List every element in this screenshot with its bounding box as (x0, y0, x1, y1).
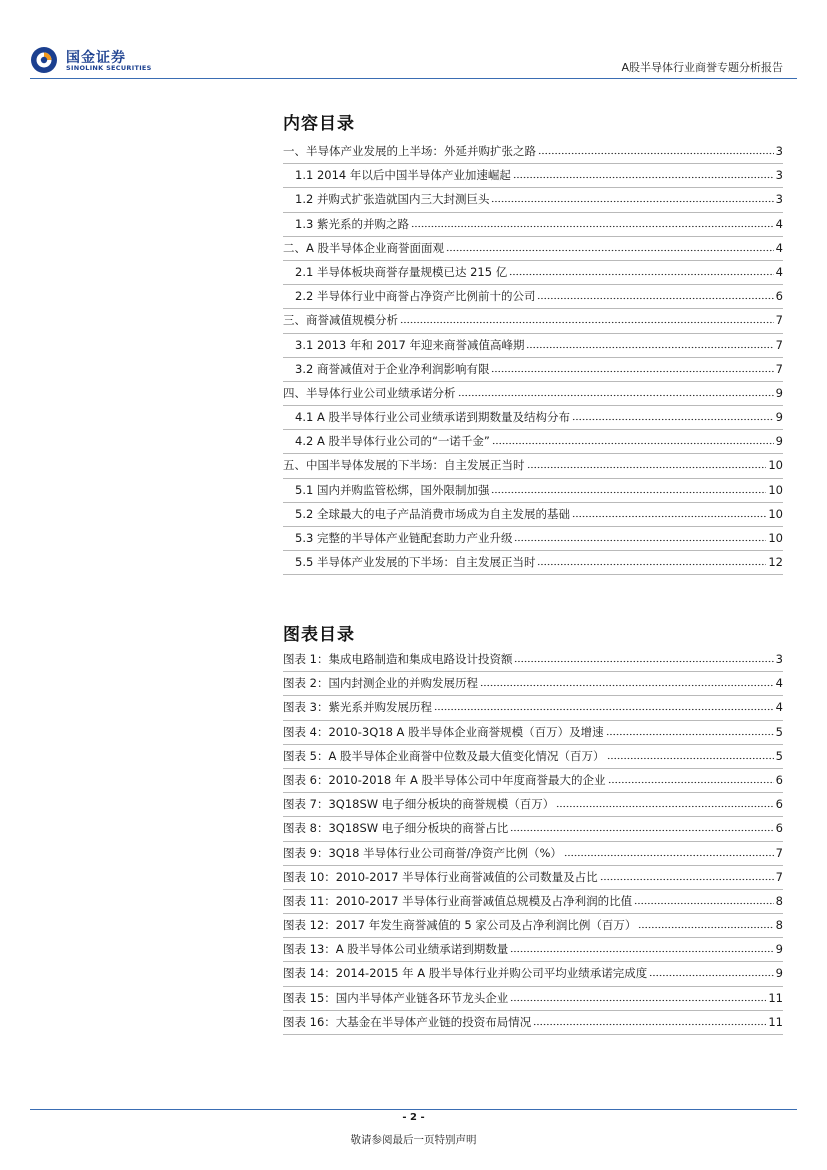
figure-entry[interactable] (283, 890, 783, 914)
dot-leader (564, 848, 774, 857)
figure-entry-title: 图表 1：集成电路制造和集成电路设计投资额 (283, 652, 513, 666)
toc-entry-page: 9 (775, 410, 783, 425)
figure-entry-page: 5 (775, 724, 783, 739)
toc-entry-title: 1.3 紫光系的并购之路 (295, 216, 409, 231)
toc-entry-title: 5.2 全球最大的电子产品消费市场成为自主发展的基础 (295, 506, 570, 521)
figure-entry-title: 图表 8：3Q18SW 电子细分板块的商誉占比 (283, 821, 509, 836)
dot-leader (538, 146, 774, 155)
dot-leader (491, 364, 773, 373)
toc-entry-page: 3 (775, 192, 783, 207)
figure-entry-page: 3 (775, 652, 783, 666)
toc-entry-title: 5.1 国内并购监管松绑，国外限制加强 (295, 482, 490, 497)
toc-entry-page: 4 (775, 216, 783, 231)
dot-leader (600, 872, 774, 881)
toc-entry[interactable] (283, 309, 783, 333)
dot-leader (537, 557, 766, 566)
toc-entry[interactable] (283, 237, 783, 261)
dot-leader (510, 993, 766, 1002)
toc-entry-title: 三、商誉减值规模分析 (283, 313, 398, 328)
toc-entry[interactable] (283, 261, 783, 285)
toc-entry[interactable] (283, 430, 783, 454)
company-logo (30, 46, 155, 76)
toc-entry-title: 1.2 并购式扩张造就国内三大封测巨头 (295, 192, 490, 207)
dot-leader (533, 1017, 766, 1026)
toc-entry-title: 2.1 半导体板块商誉存量规模已达 215 亿 (295, 264, 508, 279)
figure-entry-page: 5 (775, 748, 783, 763)
contents-list (283, 140, 783, 575)
header-divider (30, 78, 797, 79)
figure-entry-page: 9 (775, 942, 783, 957)
figure-entry-title: 图表 2：国内封测企业的并购发展历程 (283, 676, 478, 691)
figure-entry[interactable] (283, 1011, 783, 1035)
toc-entry-page: 9 (775, 434, 783, 449)
figures-list (283, 648, 783, 1035)
dot-leader (526, 340, 773, 349)
toc-entry[interactable] (283, 527, 783, 551)
toc-entry-page: 10 (768, 506, 783, 521)
toc-entry-title: 五、中国半导体发展的下半场：自主发展正当时 (283, 458, 525, 473)
dot-leader (491, 194, 773, 203)
toc-entry[interactable] (283, 285, 783, 309)
dot-leader (434, 702, 774, 711)
dot-leader (537, 291, 773, 300)
dot-leader (491, 485, 766, 494)
figure-entry-page: 11 (768, 1014, 783, 1029)
figure-entry[interactable] (283, 962, 783, 986)
toc-entry-title: 4.1 A 股半导体行业公司业绩承诺到期数量及结构分布 (295, 410, 570, 425)
logo-chinese-name: 国金证券 (66, 50, 126, 66)
dot-leader (572, 412, 774, 421)
toc-entry-page: 7 (775, 313, 783, 328)
figure-entry[interactable] (283, 769, 783, 793)
page-header (0, 0, 827, 82)
figure-entry[interactable] (283, 914, 783, 938)
toc-entry-page: 4 (775, 264, 783, 279)
figure-entry[interactable] (283, 745, 783, 769)
sinolink-logo-icon (30, 46, 58, 74)
figure-entry[interactable] (283, 842, 783, 866)
dot-leader (510, 823, 773, 832)
figure-entry-title: 图表 9：3Q18 半导体行业公司商誉/净资产比例（%） (283, 845, 562, 860)
toc-entry-page: 6 (775, 289, 783, 304)
figure-entry-page: 11 (768, 990, 783, 1005)
dot-leader (606, 727, 774, 736)
figure-entry[interactable] (283, 817, 783, 841)
dot-leader (634, 896, 774, 905)
figure-entry-page: 8 (775, 918, 783, 933)
dot-leader (556, 799, 773, 808)
figure-entry-page: 9 (775, 966, 783, 981)
toc-entry-page: 10 (768, 531, 783, 545)
dot-leader (638, 920, 773, 929)
dot-leader (649, 968, 773, 977)
figure-entry-title: 图表 14：2014-2015 年 A 股半导体行业并购公司平均业绩承诺完成度 (283, 966, 648, 981)
dot-leader (458, 388, 774, 397)
toc-entry-page: 3 (775, 168, 783, 183)
toc-entry-page: 10 (768, 458, 783, 473)
dot-leader (492, 436, 774, 445)
toc-entry-page: 12 (768, 555, 783, 570)
dot-leader (514, 654, 773, 663)
figure-entry-title: 图表 7：3Q18SW 电子细分板块的商誉规模（百万） (283, 797, 555, 812)
toc-entry-title: 二、A 股半导体企业商誉面面观 (283, 240, 445, 255)
figure-entry-title: 图表 5：A 股半导体企业商誉中位数及最大值变化情况（百万） (283, 748, 605, 763)
toc-entry-page: 4 (775, 240, 783, 255)
figure-entry[interactable] (283, 696, 783, 720)
figure-entry[interactable] (283, 866, 783, 890)
dot-leader (607, 751, 774, 760)
contents-heading: 内容目录 (283, 114, 355, 134)
toc-entry[interactable] (283, 382, 783, 406)
toc-entry-page: 7 (775, 337, 783, 352)
dot-leader (480, 678, 774, 687)
figure-entry[interactable] (283, 721, 783, 745)
toc-entry-title: 5.5 半导体产业发展的下半场：自主发展正当时 (295, 555, 536, 570)
figure-entry-title: 图表 13：A 股半导体公司业绩承诺到期数量 (283, 942, 509, 957)
dot-leader (400, 315, 774, 324)
toc-entry-title: 2.2 半导体行业中商誉占净资产比例前十的公司 (295, 289, 536, 304)
figure-entry-page: 8 (775, 893, 783, 908)
dot-leader (513, 170, 774, 179)
toc-entry-title: 5.3 完整的半导体产业链配套助力产业升级 (295, 531, 513, 545)
toc-entry[interactable] (283, 406, 783, 430)
toc-entry-title: 4.2 A 股半导体行业公司的“一诺千金” (295, 434, 490, 449)
logo-english-name: SINOLINK SECURITIES (66, 64, 152, 72)
dot-leader (446, 243, 774, 252)
dot-leader (527, 460, 767, 469)
figure-entry[interactable] (283, 793, 783, 817)
toc-entry-title: 3.1 2013 年和 2017 年迎来商誉减值高峰期 (295, 337, 525, 352)
figure-entry-page: 7 (775, 869, 783, 884)
dot-leader (572, 509, 766, 518)
dot-leader (411, 219, 774, 228)
dot-leader (510, 944, 773, 953)
figure-entry[interactable] (283, 987, 783, 1011)
figure-entry-title: 图表 15：国内半导体产业链各环节龙头企业 (283, 990, 509, 1005)
toc-entry[interactable] (283, 188, 783, 212)
dot-leader (514, 533, 766, 542)
figure-entry-title: 图表 12：2017 年发生商誉减值的 5 家公司及占净利润比例（百万） (283, 918, 637, 933)
toc-entry[interactable] (283, 140, 783, 164)
toc-entry-page: 7 (775, 361, 783, 376)
report-title: A股半导体行业商誉专题分析报告 (621, 61, 783, 74)
figure-entry[interactable] (283, 648, 783, 672)
toc-entry-page: 9 (775, 385, 783, 400)
toc-entry-title: 四、半导体行业公司业绩承诺分析 (283, 385, 456, 400)
figure-entry-title: 图表 4：2010-3Q18 A 股半导体企业商誉规模（百万）及增速 (283, 724, 604, 739)
disclaimer-text: 敬请参阅最后一页特别声明 (350, 1134, 477, 1146)
figure-entry-page: 7 (775, 845, 783, 860)
toc-entry[interactable] (283, 358, 783, 382)
toc-entry[interactable] (283, 479, 783, 503)
toc-entry-title: 3.2 商誉减值对于企业净利润影响有限 (295, 361, 490, 376)
toc-entry-page: 10 (768, 482, 783, 497)
dot-leader (608, 775, 774, 784)
figure-entry-title: 图表 11：2010-2017 半导体行业商誉减值总规模及占净利润的比值 (283, 893, 633, 908)
figure-entry-page: 6 (775, 772, 783, 787)
figure-entry-page: 4 (775, 676, 783, 691)
figure-entry-title: 图表 6：2010-2018 年 A 股半导体公司中年度商誉最大的企业 (283, 772, 606, 787)
toc-entry-title: 一、半导体产业发展的上半场：外延并购扩张之路 (283, 144, 536, 158)
toc-entry[interactable] (283, 551, 783, 575)
figure-entry[interactable] (283, 672, 783, 696)
figure-entry-page: 6 (775, 821, 783, 836)
toc-entry[interactable] (283, 164, 783, 188)
figure-entry-page: 4 (775, 700, 783, 715)
toc-entry-title: 1.1 2014 年以后中国半导体产业加速崛起 (295, 168, 511, 183)
toc-entry[interactable] (283, 213, 783, 237)
toc-entry-page: 3 (775, 144, 783, 158)
toc-entry[interactable] (283, 503, 783, 527)
figure-entry-title: 图表 3：紫光系并购发展历程 (283, 700, 432, 715)
figure-entry[interactable] (283, 938, 783, 962)
figures-heading: 图表目录 (283, 625, 355, 645)
toc-entry[interactable] (283, 334, 783, 358)
dot-leader (509, 267, 773, 276)
figure-entry-title: 图表 16：大基金在半导体产业链的投资布局情况 (283, 1014, 532, 1029)
figure-entry-title: 图表 10：2010-2017 半导体行业商誉减值的公司数量及占比 (283, 869, 598, 884)
figure-entry-page: 6 (775, 797, 783, 812)
footer-divider (30, 1109, 797, 1110)
toc-entry[interactable] (283, 454, 783, 478)
page-number: - 2 - (402, 1112, 425, 1123)
